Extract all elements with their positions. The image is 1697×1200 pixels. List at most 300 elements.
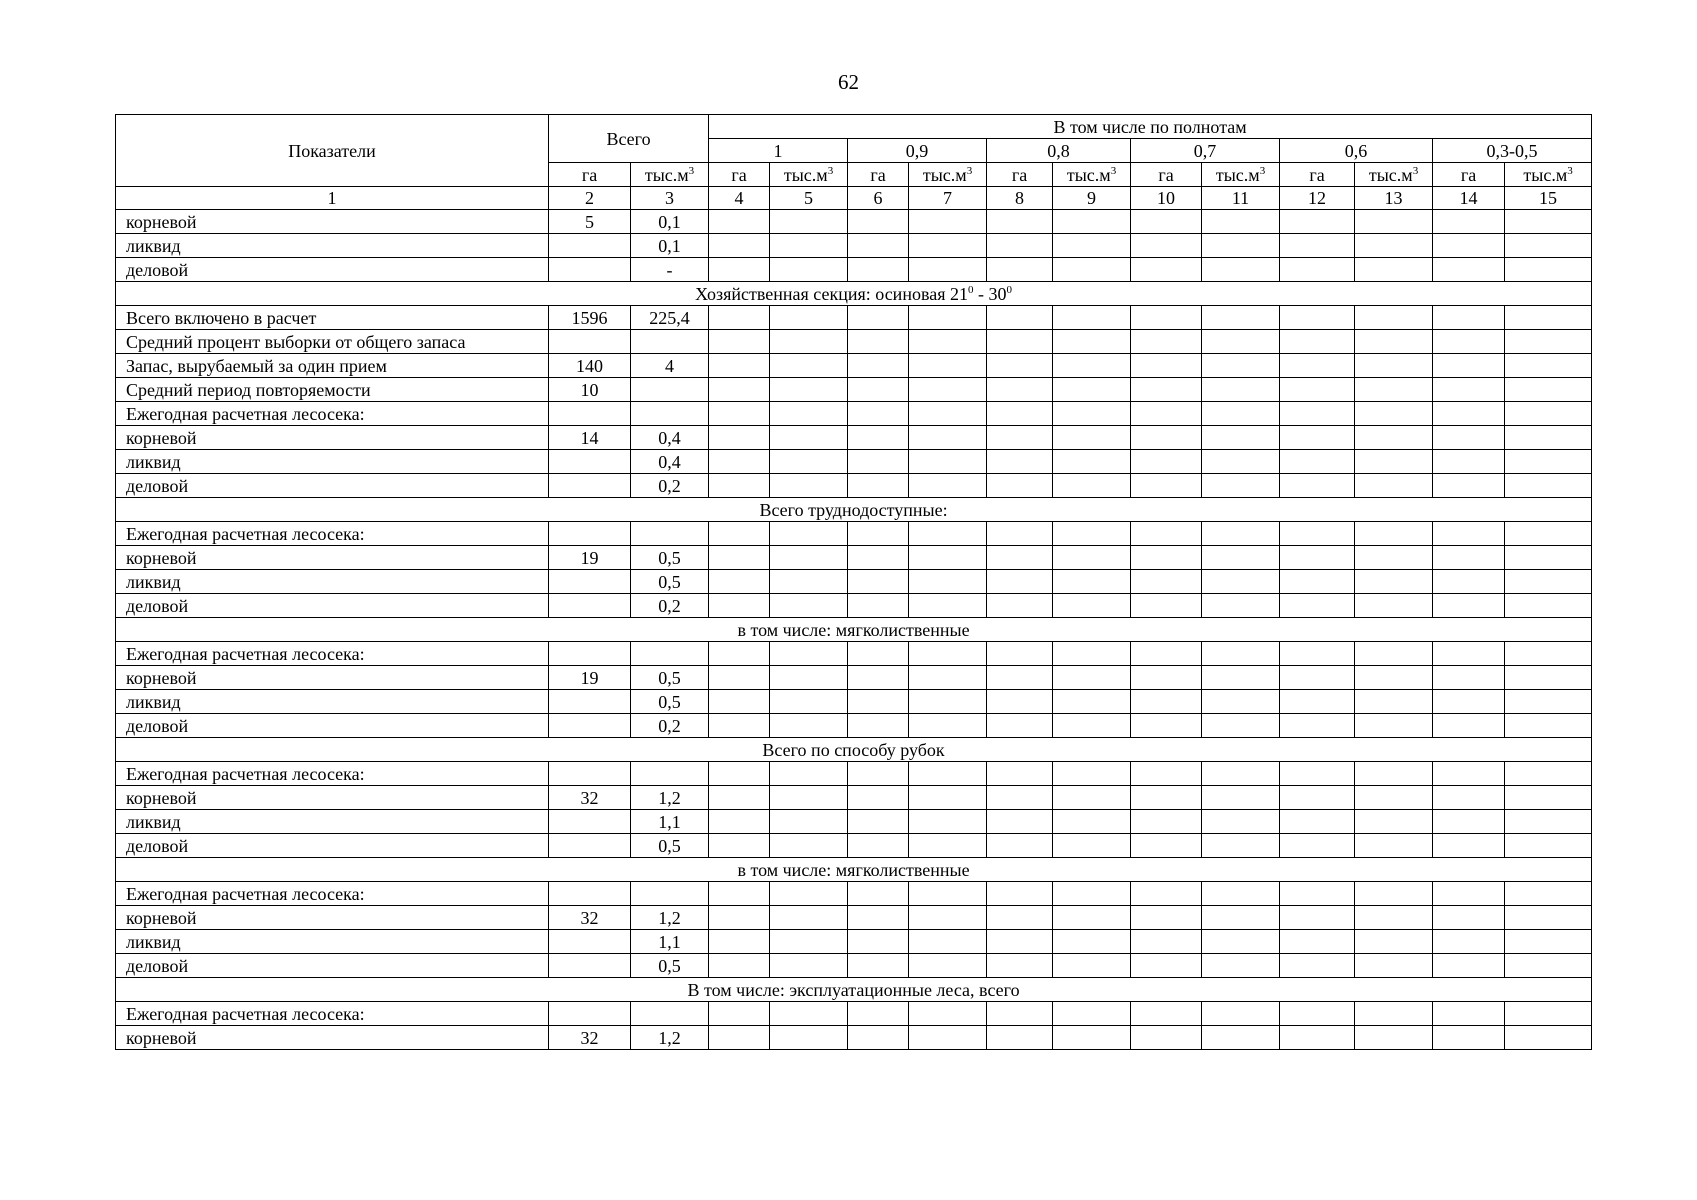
cell-empty <box>1355 834 1433 858</box>
table-row <box>116 570 1592 594</box>
cell-empty <box>1355 306 1433 330</box>
cell-empty <box>709 426 770 450</box>
cell-empty <box>1202 882 1280 906</box>
table-row <box>116 786 1592 810</box>
column-number: 12 <box>1280 187 1355 210</box>
cell-empty <box>1280 546 1355 570</box>
unit-ha: га <box>549 163 631 187</box>
cell-total-ha: 32 <box>549 906 631 930</box>
cell-empty <box>770 666 848 690</box>
column-number: 5 <box>770 187 848 210</box>
felling-table <box>115 114 1592 1050</box>
cell-empty <box>1355 450 1433 474</box>
cell-empty <box>1131 354 1202 378</box>
cell-empty <box>987 1002 1053 1026</box>
cell-empty <box>848 1026 909 1050</box>
cell-total-ha <box>549 690 631 714</box>
cell-empty <box>987 594 1053 618</box>
cell-empty <box>1505 378 1592 402</box>
cell-empty <box>1280 234 1355 258</box>
cell-empty <box>987 546 1053 570</box>
cell-empty <box>770 690 848 714</box>
cell-empty <box>1505 546 1592 570</box>
cell-empty <box>709 234 770 258</box>
cell-empty <box>987 810 1053 834</box>
cell-empty <box>1280 522 1355 546</box>
row-label: деловой <box>116 714 549 738</box>
unit-volume-sup: 3 <box>1110 164 1117 177</box>
row-label: деловой <box>116 954 549 978</box>
table-row <box>116 522 1592 546</box>
unit-ha: га <box>1131 163 1202 187</box>
cell-empty <box>848 330 909 354</box>
cell-empty <box>1433 1026 1505 1050</box>
row-label: ликвид <box>116 930 549 954</box>
column-number: 11 <box>1202 187 1280 210</box>
cell-empty <box>1505 834 1592 858</box>
cell-empty <box>848 258 909 282</box>
row-label: Ежегодная расчетная лесосека: <box>116 522 549 546</box>
cell-empty <box>848 450 909 474</box>
unit-volume-sup: 3 <box>1412 164 1419 177</box>
unit-volume <box>909 163 987 187</box>
cell-total-ha <box>549 762 631 786</box>
cell-empty <box>1202 378 1280 402</box>
cell-empty <box>1505 690 1592 714</box>
cell-empty <box>909 258 987 282</box>
cell-empty <box>1505 426 1592 450</box>
cell-empty <box>1505 402 1592 426</box>
cell-empty <box>770 210 848 234</box>
cell-empty <box>1053 762 1131 786</box>
cell-total-ha: 5 <box>549 210 631 234</box>
table-row <box>116 954 1592 978</box>
cell-empty <box>1355 1026 1433 1050</box>
cell-empty <box>1433 450 1505 474</box>
cell-empty <box>1131 810 1202 834</box>
table-row <box>116 810 1592 834</box>
cell-total-volume: 1,2 <box>631 1026 709 1050</box>
header-density: 0,6 <box>1280 139 1433 163</box>
cell-empty <box>709 906 770 930</box>
cell-empty <box>909 354 987 378</box>
table-row <box>116 378 1592 402</box>
cell-total-ha: 10 <box>549 378 631 402</box>
cell-empty <box>1355 474 1433 498</box>
cell-total-ha <box>549 882 631 906</box>
unit-ha: га <box>1280 163 1355 187</box>
cell-empty <box>1280 378 1355 402</box>
cell-empty <box>709 930 770 954</box>
cell-empty <box>1280 762 1355 786</box>
table-row <box>116 906 1592 930</box>
cell-empty <box>848 690 909 714</box>
cell-empty <box>909 450 987 474</box>
degree-sup: 0 <box>1006 283 1012 296</box>
cell-empty <box>1131 642 1202 666</box>
cell-total-ha <box>549 1002 631 1026</box>
cell-empty <box>709 258 770 282</box>
cell-empty <box>848 906 909 930</box>
cell-empty <box>987 954 1053 978</box>
cell-total-volume <box>631 522 709 546</box>
cell-empty <box>770 954 848 978</box>
cell-empty <box>987 426 1053 450</box>
cell-empty <box>1202 354 1280 378</box>
cell-total-volume <box>631 882 709 906</box>
cell-empty <box>909 234 987 258</box>
cell-empty <box>987 522 1053 546</box>
row-label: корневой <box>116 666 549 690</box>
cell-empty <box>1202 810 1280 834</box>
cell-empty <box>1355 210 1433 234</box>
cell-empty <box>1131 258 1202 282</box>
cell-empty <box>1053 786 1131 810</box>
cell-empty <box>1433 786 1505 810</box>
row-label: ликвид <box>116 450 549 474</box>
cell-empty <box>1433 426 1505 450</box>
unit-volume-text: тыс.м <box>1215 164 1260 185</box>
cell-empty <box>1131 450 1202 474</box>
cell-empty <box>987 378 1053 402</box>
cell-empty <box>1202 906 1280 930</box>
header-density: 1 <box>709 139 848 163</box>
column-number: 15 <box>1505 187 1592 210</box>
cell-empty <box>1053 354 1131 378</box>
cell-empty <box>848 810 909 834</box>
cell-total-ha <box>549 714 631 738</box>
cell-total-volume: 0,1 <box>631 210 709 234</box>
cell-total-ha <box>549 570 631 594</box>
cell-empty <box>1053 594 1131 618</box>
cell-empty <box>1505 210 1592 234</box>
cell-empty <box>709 1002 770 1026</box>
cell-empty <box>1053 450 1131 474</box>
cell-total-ha <box>549 474 631 498</box>
column-number: 1 <box>116 187 549 210</box>
cell-empty <box>909 1002 987 1026</box>
cell-empty <box>1053 1026 1131 1050</box>
cell-empty <box>1505 642 1592 666</box>
cell-empty <box>1131 1026 1202 1050</box>
cell-total-volume <box>631 402 709 426</box>
cell-empty <box>770 906 848 930</box>
header-by-density: В том числе по полнотам <box>709 115 1592 139</box>
column-number: 8 <box>987 187 1053 210</box>
header-indicators: Показатели <box>116 115 549 187</box>
cell-empty <box>1131 234 1202 258</box>
cell-empty <box>909 570 987 594</box>
cell-total-volume <box>631 642 709 666</box>
cell-empty <box>1355 234 1433 258</box>
cell-empty <box>709 1026 770 1050</box>
cell-empty <box>848 546 909 570</box>
cell-empty <box>1433 834 1505 858</box>
unit-volume-sup: 3 <box>1567 164 1573 177</box>
cell-empty <box>1280 474 1355 498</box>
cell-empty <box>1280 306 1355 330</box>
section-title-row <box>116 858 1592 882</box>
cell-empty <box>1280 330 1355 354</box>
table-row <box>116 834 1592 858</box>
cell-empty <box>1280 906 1355 930</box>
column-numbers-row <box>116 187 1592 210</box>
cell-empty <box>709 378 770 402</box>
cell-total-ha <box>549 834 631 858</box>
column-number: 4 <box>709 187 770 210</box>
cell-empty <box>1280 930 1355 954</box>
cell-empty <box>1053 426 1131 450</box>
unit-ha: га <box>987 163 1053 187</box>
cell-empty <box>1202 690 1280 714</box>
cell-empty <box>1433 882 1505 906</box>
cell-total-volume: 4 <box>631 354 709 378</box>
header-density: 0,3-0,5 <box>1433 139 1592 163</box>
cell-empty <box>709 714 770 738</box>
cell-empty <box>1355 258 1433 282</box>
unit-volume-sup: 3 <box>1259 164 1266 177</box>
cell-empty <box>909 954 987 978</box>
cell-empty <box>909 522 987 546</box>
section-title-part: Хозяйственная секция: осиновая 21 <box>695 283 968 304</box>
cell-empty <box>1280 834 1355 858</box>
section-title: в том числе: мягколиственные <box>116 858 1592 882</box>
cell-empty <box>709 306 770 330</box>
cell-empty <box>1433 330 1505 354</box>
cell-empty <box>1505 474 1592 498</box>
cell-empty <box>1505 234 1592 258</box>
cell-empty <box>1505 1002 1592 1026</box>
cell-empty <box>1053 330 1131 354</box>
cell-empty <box>1053 954 1131 978</box>
cell-empty <box>1355 522 1433 546</box>
cell-empty <box>1433 258 1505 282</box>
cell-empty <box>1433 642 1505 666</box>
cell-empty <box>909 1026 987 1050</box>
cell-empty <box>1053 810 1131 834</box>
cell-empty <box>1280 882 1355 906</box>
cell-empty <box>770 834 848 858</box>
section-title: в том числе: мягколиственные <box>116 618 1592 642</box>
cell-empty <box>1433 762 1505 786</box>
cell-empty <box>1131 1002 1202 1026</box>
header-density: 0,7 <box>1131 139 1280 163</box>
cell-total-volume: 0,5 <box>631 570 709 594</box>
row-label: ликвид <box>116 570 549 594</box>
cell-empty <box>1355 762 1433 786</box>
cell-empty <box>848 930 909 954</box>
row-label: Ежегодная расчетная лесосека: <box>116 642 549 666</box>
section-title <box>116 282 1592 306</box>
unit-volume-sup: 3 <box>827 164 834 177</box>
cell-empty <box>1053 834 1131 858</box>
cell-empty <box>709 690 770 714</box>
cell-total-volume: 1,1 <box>631 810 709 834</box>
table-row <box>116 594 1592 618</box>
cell-empty <box>1505 594 1592 618</box>
cell-empty <box>1505 906 1592 930</box>
row-label: деловой <box>116 474 549 498</box>
cell-empty <box>848 210 909 234</box>
cell-empty <box>848 834 909 858</box>
cell-total-ha <box>549 234 631 258</box>
cell-empty <box>770 378 848 402</box>
cell-empty <box>1131 594 1202 618</box>
cell-empty <box>770 930 848 954</box>
cell-empty <box>987 258 1053 282</box>
cell-empty <box>1505 522 1592 546</box>
cell-empty <box>987 306 1053 330</box>
cell-empty <box>1433 666 1505 690</box>
cell-empty <box>1202 258 1280 282</box>
cell-empty <box>1131 522 1202 546</box>
cell-empty <box>1355 810 1433 834</box>
section-title-row <box>116 282 1592 306</box>
cell-empty <box>1131 330 1202 354</box>
unit-ha: га <box>848 163 909 187</box>
cell-empty <box>1280 714 1355 738</box>
unit-volume-text: тыс.м <box>783 164 828 185</box>
row-label: корневой <box>116 906 549 930</box>
unit-volume-text: тыс.м <box>922 164 967 185</box>
unit-ha: га <box>709 163 770 187</box>
cell-empty <box>987 570 1053 594</box>
cell-empty <box>709 882 770 906</box>
cell-empty <box>1202 930 1280 954</box>
cell-empty <box>1505 354 1592 378</box>
cell-empty <box>1433 1002 1505 1026</box>
cell-empty <box>1053 474 1131 498</box>
cell-empty <box>987 330 1053 354</box>
cell-total-volume: 0,5 <box>631 834 709 858</box>
table-row <box>116 690 1592 714</box>
cell-empty <box>1202 306 1280 330</box>
cell-empty <box>848 666 909 690</box>
cell-empty <box>1433 522 1505 546</box>
cell-empty <box>1202 714 1280 738</box>
cell-empty <box>987 762 1053 786</box>
cell-empty <box>1355 906 1433 930</box>
cell-empty <box>709 594 770 618</box>
row-label: деловой <box>116 258 549 282</box>
cell-empty <box>1202 210 1280 234</box>
table-row <box>116 474 1592 498</box>
cell-empty <box>1131 666 1202 690</box>
cell-empty <box>709 570 770 594</box>
cell-empty <box>1202 594 1280 618</box>
cell-empty <box>1505 786 1592 810</box>
cell-empty <box>1053 234 1131 258</box>
cell-empty <box>987 474 1053 498</box>
cell-empty <box>1280 786 1355 810</box>
cell-empty <box>1202 786 1280 810</box>
cell-total-ha <box>549 258 631 282</box>
cell-empty <box>1202 546 1280 570</box>
cell-empty <box>770 426 848 450</box>
cell-total-volume: - <box>631 258 709 282</box>
cell-empty <box>709 666 770 690</box>
cell-empty <box>1355 402 1433 426</box>
cell-empty <box>709 330 770 354</box>
row-label: ликвид <box>116 810 549 834</box>
cell-empty <box>1355 354 1433 378</box>
cell-empty <box>709 354 770 378</box>
cell-empty <box>1280 810 1355 834</box>
table-row <box>116 930 1592 954</box>
cell-empty <box>987 402 1053 426</box>
cell-total-volume: 0,1 <box>631 234 709 258</box>
cell-empty <box>1202 450 1280 474</box>
cell-empty <box>909 474 987 498</box>
cell-empty <box>1202 570 1280 594</box>
unit-volume-text: тыс.м <box>644 164 689 185</box>
cell-empty <box>1280 570 1355 594</box>
cell-total-volume: 1,1 <box>631 930 709 954</box>
row-label: Запас, вырубаемый за один прием <box>116 354 549 378</box>
cell-empty <box>848 402 909 426</box>
cell-empty <box>1355 714 1433 738</box>
cell-empty <box>1202 402 1280 426</box>
cell-empty <box>987 834 1053 858</box>
cell-empty <box>1280 954 1355 978</box>
cell-empty <box>770 1002 848 1026</box>
cell-empty <box>1202 426 1280 450</box>
cell-total-ha <box>549 810 631 834</box>
cell-empty <box>1505 570 1592 594</box>
cell-empty <box>1280 1002 1355 1026</box>
cell-empty <box>1053 570 1131 594</box>
cell-empty <box>1505 762 1592 786</box>
table-row <box>116 258 1592 282</box>
cell-empty <box>1131 402 1202 426</box>
cell-empty <box>770 642 848 666</box>
cell-total-volume <box>631 378 709 402</box>
cell-empty <box>1053 522 1131 546</box>
cell-empty <box>848 234 909 258</box>
cell-total-ha <box>549 522 631 546</box>
cell-empty <box>909 906 987 930</box>
cell-empty <box>909 930 987 954</box>
cell-empty <box>770 570 848 594</box>
cell-empty <box>1355 426 1433 450</box>
cell-empty <box>770 330 848 354</box>
table-row <box>116 642 1592 666</box>
cell-empty <box>848 762 909 786</box>
cell-total-ha: 14 <box>549 426 631 450</box>
column-number: 2 <box>549 187 631 210</box>
unit-volume <box>1505 163 1592 187</box>
cell-empty <box>1202 954 1280 978</box>
cell-empty <box>848 714 909 738</box>
cell-empty <box>1131 306 1202 330</box>
cell-total-volume: 0,2 <box>631 594 709 618</box>
cell-empty <box>848 570 909 594</box>
cell-empty <box>770 354 848 378</box>
cell-empty <box>709 546 770 570</box>
cell-empty <box>709 954 770 978</box>
cell-empty <box>1053 402 1131 426</box>
cell-empty <box>909 378 987 402</box>
cell-empty <box>909 594 987 618</box>
cell-total-ha: 1596 <box>549 306 631 330</box>
row-label: корневой <box>116 546 549 570</box>
cell-empty <box>987 666 1053 690</box>
unit-volume-text: тыс.м <box>1368 164 1413 185</box>
cell-empty <box>848 522 909 546</box>
cell-empty <box>1053 546 1131 570</box>
cell-empty <box>1202 522 1280 546</box>
cell-empty <box>1355 546 1433 570</box>
